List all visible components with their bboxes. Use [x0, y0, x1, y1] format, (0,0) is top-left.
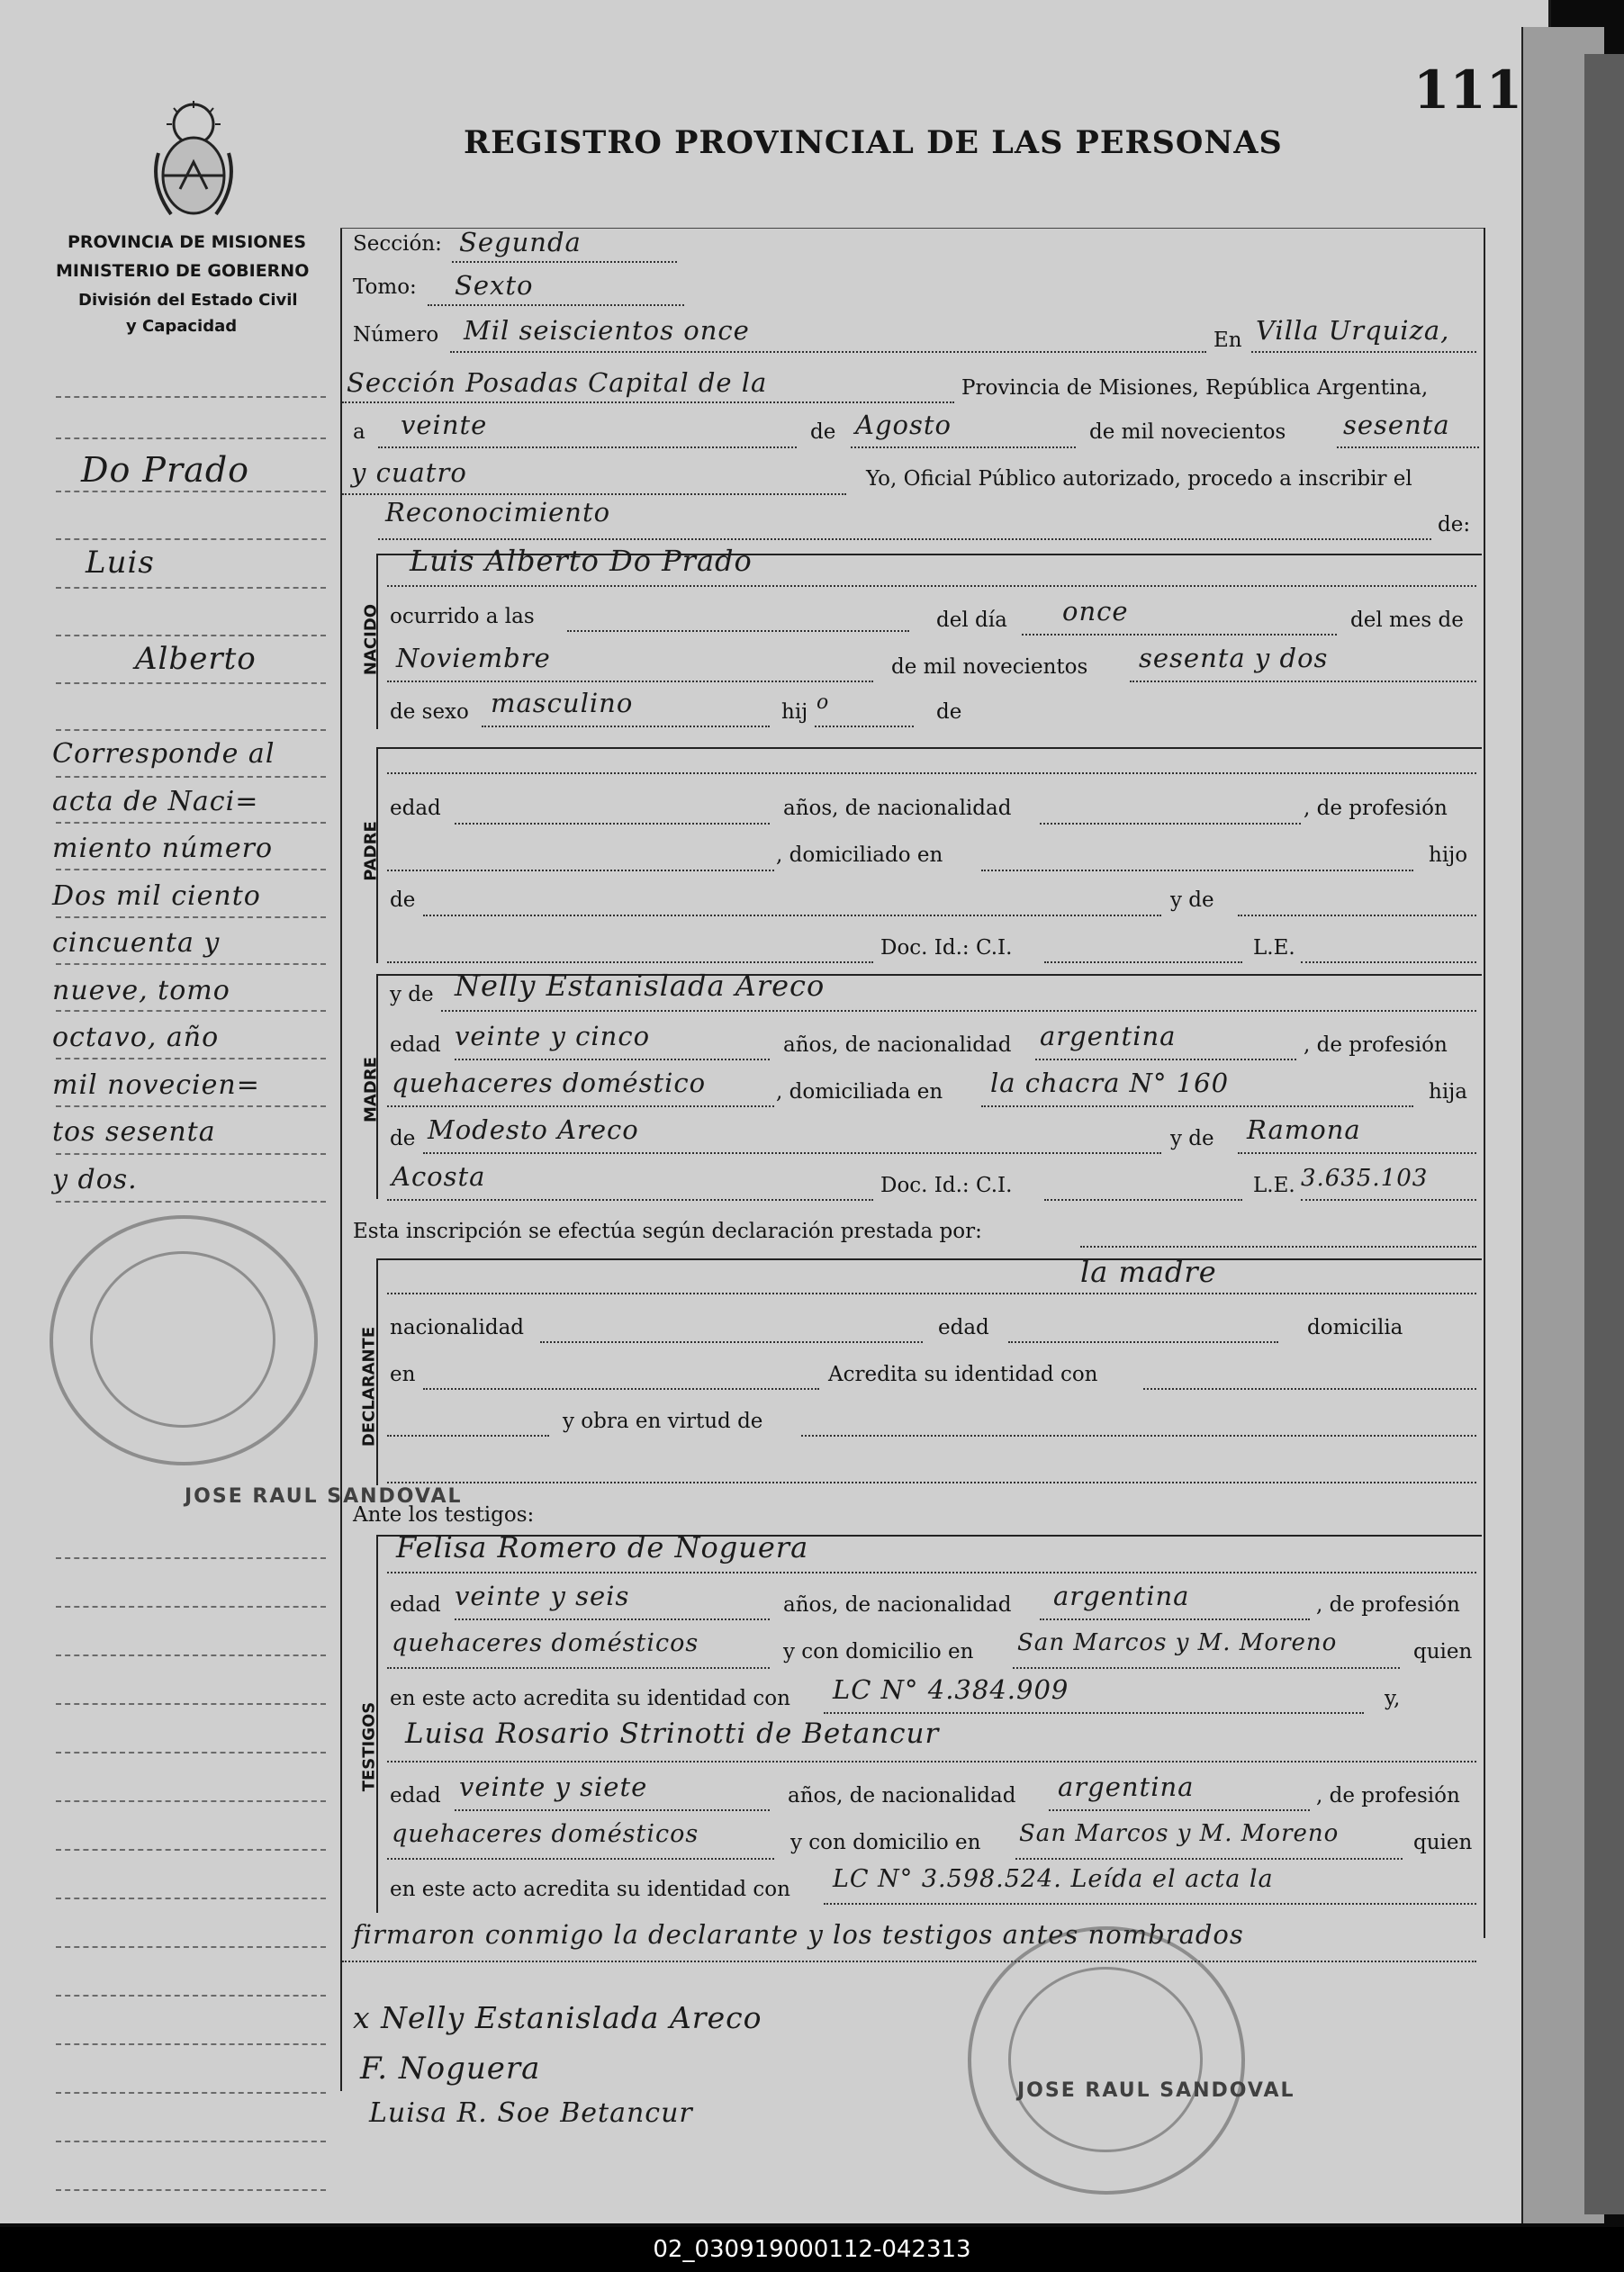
abuela-m-line [1238, 1152, 1476, 1154]
t1-doc-value: LC N° 4.384.909 [833, 1674, 1069, 1705]
margin-line [56, 1995, 326, 1997]
margin-line [56, 1800, 326, 1802]
madre-prof-value: quehaceres doméstico [392, 1068, 707, 1098]
de2-label: de [936, 700, 962, 724]
dia-value: veinte [401, 410, 488, 440]
numero-line [450, 351, 1206, 353]
t2-dom-line [1015, 1858, 1403, 1860]
t1-edad-label: edad [390, 1593, 441, 1617]
header-province: PROVINCIA DE MISIONES [68, 232, 307, 252]
testigos-label: TESTIGOS [359, 1701, 379, 1792]
margin-note-line: Corresponde al [52, 738, 275, 770]
madre-y-de2-label: y de [1170, 1127, 1214, 1150]
madre-le-label: L.E. [1253, 1174, 1295, 1197]
t2-quien-label: quien [1413, 1831, 1473, 1854]
padre-edad-label: edad [390, 797, 441, 820]
t2-edad-label: edad [390, 1784, 441, 1808]
anio2-line [342, 493, 846, 495]
margin-line [56, 538, 326, 540]
margin-line [56, 1752, 326, 1754]
t2-nac-label: años, de nacionalidad [788, 1784, 1016, 1808]
t2-prof-line [387, 1858, 774, 1860]
madre-de-label: de [390, 1127, 416, 1150]
abuela2-line [387, 1199, 873, 1201]
margin-line [56, 396, 326, 398]
t2-doc-value: LC N° 3.598.524. Leída el acta la [833, 1865, 1274, 1893]
decl-extra-line [387, 1435, 549, 1437]
padre-edad-line [455, 823, 770, 825]
padre-dom-line [981, 870, 1413, 871]
hij-line [815, 726, 914, 727]
t2-dom-label: y con domicilio en [790, 1831, 981, 1854]
t1-prof-line [387, 1667, 770, 1669]
official-stamp-right-inner [1008, 1967, 1203, 2152]
margin-line [56, 1898, 326, 1899]
de-mil2-label: de mil novecientos [891, 655, 1088, 679]
page-number: 111 [1413, 59, 1523, 121]
mes-nac-line [387, 681, 873, 682]
margin-note-line: cincuenta y [52, 927, 221, 959]
margin-line [56, 1010, 326, 1012]
margin-line [56, 635, 326, 636]
cierre-value: firmaron conmigo la declarante y los testigos antes nombrados [353, 1919, 1244, 1950]
madre-y-de-label: y de [390, 983, 434, 1006]
lugar2-value: Sección Posadas Capital de la [347, 367, 768, 398]
t1-prof-label: , de profesión [1316, 1593, 1460, 1617]
margin-line [56, 1058, 326, 1059]
t2-dom-value: San Marcos y M. Moreno [1019, 1820, 1340, 1847]
padre-prof-line [387, 870, 774, 871]
padre-nombre-line [387, 772, 1476, 774]
margin-line [56, 587, 326, 589]
numero-label: Número [353, 323, 439, 347]
testigo1-line [387, 1572, 1476, 1573]
acto-value: Reconocimiento [385, 497, 611, 527]
t2-edad-line [455, 1809, 770, 1811]
nombre-line [387, 585, 1476, 587]
lugar1-value: Villa Urquiza, [1256, 315, 1450, 346]
t2-edad-value: veinte y siete [459, 1772, 648, 1802]
decl-edad-label: edad [938, 1316, 989, 1339]
t1-doc-line [824, 1712, 1364, 1714]
tomo-value: Sexto [455, 270, 534, 301]
margin-note-line: Dos mil ciento [52, 879, 261, 912]
t1-edad-line [455, 1618, 770, 1620]
margin-line [56, 916, 326, 918]
margin-line [56, 682, 326, 684]
t1-acto-label: en este acto acredita su identidad con [390, 1687, 790, 1710]
madre-edad-value: veinte y cinco [455, 1021, 651, 1051]
dia-line [378, 446, 797, 448]
margin-line [56, 2141, 326, 2142]
t2-prof-label: , de profesión [1316, 1784, 1460, 1808]
madre-hija-label: hija [1429, 1080, 1468, 1104]
official-stamp-left-inner [90, 1251, 275, 1428]
margin-line [56, 1654, 326, 1656]
margin-line [56, 1849, 326, 1851]
de-colon-label: de: [1438, 513, 1471, 536]
abuela2-value: Acosta [392, 1161, 486, 1192]
margin-line [56, 776, 326, 778]
anio1-value: sesenta [1343, 410, 1450, 440]
margin-note-line: nueve, tomo [52, 974, 230, 1006]
oficial-label: Yo, Oficial Público autorizado, procedo a inscribir el [866, 467, 1412, 491]
anio-nac-value: sesenta y dos [1139, 643, 1329, 673]
acto-line [378, 538, 1431, 540]
decl-obra-line [801, 1435, 1476, 1437]
declarante-bracket [376, 1258, 1482, 1260]
padre-label: PADRE [361, 821, 381, 881]
decl-nac-label: nacionalidad [390, 1316, 525, 1339]
nacido-label: NACIDO [361, 603, 381, 676]
padre-le-line [1301, 961, 1476, 963]
padre-hijo-label: hijo [1429, 843, 1468, 867]
scan-footer: 02_030919000112-042313 [0, 2227, 1624, 2272]
margin-line [56, 1153, 326, 1155]
margin-note-line: tos sesenta [52, 1116, 216, 1148]
padre-prof-label: , de profesión [1304, 797, 1448, 820]
sexo-line [482, 726, 770, 727]
decl-obra-line2 [387, 1482, 1476, 1483]
madre-prof-label: , de profesión [1304, 1033, 1448, 1057]
en-label: En [1213, 329, 1242, 352]
anio-nac-line [1130, 681, 1476, 682]
t2-prof-value: quehaceres domésticos [392, 1820, 699, 1848]
seccion-value: Segunda [459, 227, 582, 257]
tomo-label: Tomo: [353, 275, 417, 299]
abuela1-value: Ramona [1247, 1114, 1361, 1145]
decl-acredita-label: Acredita su identidad con [828, 1363, 1098, 1386]
a-label: a [353, 420, 365, 444]
declarante-line [387, 1293, 1476, 1294]
de-mil-label: de mil novecientos [1089, 420, 1286, 444]
ante-label: Ante los testigos: [353, 1503, 535, 1527]
declarante-value: la madre [1080, 1255, 1217, 1289]
margin-line [56, 1201, 326, 1203]
padre-nac-line [1040, 823, 1301, 825]
del-dia-label: del día [936, 609, 1007, 632]
numero-value: Mil seiscientos once [464, 315, 750, 346]
margin-line [56, 1557, 326, 1559]
declarante-label: DECLARANTE [359, 1326, 379, 1447]
t1-prof-value: quehaceres domésticos [392, 1629, 699, 1657]
stamp-name-left: JOSE RAUL SANDOVAL [185, 1485, 463, 1508]
margin-note-line: acta de Naci= [52, 785, 259, 817]
seccion-line [452, 261, 677, 263]
underlying-page-edge [1584, 54, 1624, 2214]
t1-nac-line [1040, 1618, 1310, 1620]
decl-obra-label: y obra en virtud de [563, 1410, 763, 1433]
padre-dom-label: , domiciliado en [776, 843, 943, 867]
hora-line [567, 630, 909, 632]
main-frame-right [1484, 228, 1485, 1938]
margin-line [56, 1946, 326, 1948]
t1-y-label: y, [1385, 1687, 1401, 1710]
abuelo-m-line [423, 1152, 1161, 1154]
margin-note-line: y dos. [52, 1163, 138, 1195]
stamp-name-right: JOSE RAUL SANDOVAL [1017, 2079, 1295, 2102]
tomo-line [428, 304, 684, 306]
t1-dom-line [1013, 1667, 1400, 1669]
margin-name2: Alberto [135, 641, 257, 677]
dia-nac-value: once [1062, 596, 1129, 627]
t1-quien-label: quien [1413, 1640, 1473, 1663]
madre-edad-label: edad [390, 1033, 441, 1057]
t1-nac-value: argentina [1053, 1581, 1190, 1611]
decl-acredita-line [1143, 1388, 1476, 1390]
main-frame-left [340, 228, 342, 2091]
madre-dom-line [981, 1105, 1413, 1107]
hij-label: hij [781, 700, 808, 724]
madre-nac-label: años, de nacionalidad [783, 1033, 1012, 1057]
padre-extra-line [387, 961, 873, 963]
margin-line [56, 1606, 326, 1608]
abuelo-line [423, 915, 1161, 916]
padre-nac-label: años, de nacionalidad [783, 797, 1012, 820]
mes-nac-value: Noviembre [396, 643, 551, 673]
padre-bracket [376, 747, 1482, 749]
madre-ci-line [1044, 1199, 1242, 1201]
madre-nombre-value: Nelly Estanislada Areco [455, 969, 826, 1003]
madre-nac-value: argentina [1040, 1021, 1177, 1051]
madre-label: MADRE [361, 1057, 381, 1122]
sexo-value: masculino [491, 688, 634, 718]
margin-name1: Luis [86, 545, 155, 581]
header-ministry: MINISTERIO DE GOBIERNO [56, 261, 310, 281]
anio2-value: y cuatro [351, 457, 467, 488]
margin-line [56, 437, 326, 439]
padre-ci-line [1044, 961, 1242, 963]
anio-line [1337, 446, 1479, 448]
padre-le-label: L.E. [1253, 936, 1295, 960]
decl-edad-line [1008, 1341, 1278, 1343]
del-mes-label: del mes de [1350, 609, 1464, 632]
header-capacidad: y Capacidad [126, 317, 238, 336]
t2-nac-line [1049, 1809, 1310, 1811]
lugar2-line [342, 401, 954, 403]
padre-doc-label: Doc. Id.: C.I. [880, 936, 1013, 960]
t1-nac-label: años, de nacionalidad [783, 1593, 1012, 1617]
mes-value: Agosto [855, 410, 952, 440]
coat-of-arms-icon [144, 99, 243, 225]
t2-doc-line [824, 1903, 1476, 1905]
padre-y-de-label: y de [1170, 888, 1214, 912]
madre-dom-label: , domiciliada en [776, 1080, 943, 1104]
nombre-value: Luis Alberto Do Prado [410, 544, 753, 578]
sexo-label: de sexo [390, 700, 469, 724]
margin-note-line: miento número [52, 833, 274, 864]
margin-line [56, 2189, 326, 2191]
header-division: División del Estado Civil [78, 291, 298, 310]
margin-line [56, 2092, 326, 2094]
margin-note-line: mil novecien= [52, 1068, 260, 1101]
madre-edad-line [455, 1059, 770, 1060]
testigo2-line [387, 1761, 1476, 1763]
margin-surname: Do Prado [81, 450, 250, 490]
hij-suffix: o [817, 691, 830, 714]
margin-note-line: octavo, año [52, 1022, 220, 1053]
provincia-label: Provincia de Misiones, República Argentina, [961, 376, 1429, 400]
decl-dom-label: domicilia [1307, 1316, 1403, 1339]
signature-testigo1: F. Noguera [360, 2051, 541, 2087]
ocurrido-label: ocurrido a las [390, 605, 535, 628]
cierre-line [342, 1961, 1476, 1962]
madre-nac-line [1035, 1059, 1296, 1060]
abuela-line [1238, 915, 1476, 916]
madre-le-value: 3.635.103 [1301, 1165, 1429, 1192]
testigo1-value: Felisa Romero de Noguera [396, 1530, 809, 1564]
margin-line [56, 1703, 326, 1705]
madre-doc-label: Doc. Id.: C.I. [880, 1174, 1013, 1197]
inscripcion-line [1080, 1246, 1476, 1248]
margin-line [56, 822, 326, 824]
madre-le-line [1301, 1199, 1476, 1201]
mes-line [851, 446, 1076, 448]
madre-dom-value: la chacra N° 160 [990, 1068, 1230, 1098]
margin-line [56, 491, 326, 492]
margin-line [56, 963, 326, 965]
t1-dom-label: y con domicilio en [783, 1640, 974, 1663]
de-label: de [810, 420, 836, 444]
decl-nac-line [540, 1341, 923, 1343]
margin-line [56, 729, 326, 731]
signature-testigo2: Luisa R. Soe Betancur [369, 2097, 693, 2129]
signature-madre: x Nelly Estanislada Areco [353, 2000, 762, 2035]
inscripcion-label: Esta inscripción se efectúa según declaración prestada por: [353, 1220, 982, 1243]
t2-acto-label: en este acto acredita su identidad con [390, 1878, 790, 1901]
margin-line [56, 2043, 326, 2045]
t1-edad-value: veinte y seis [455, 1581, 630, 1611]
madre-prof-line [387, 1105, 774, 1107]
lugar-line [1251, 351, 1476, 353]
padre-de-label: de [390, 888, 416, 912]
dia-nac-line [1022, 634, 1337, 636]
t1-dom-value: San Marcos y M. Moreno [1017, 1629, 1338, 1656]
testigo2-value: Luisa Rosario Strinotti de Betancur [405, 1718, 940, 1750]
decl-en-line [423, 1388, 819, 1390]
document-title: REGISTRO PROVINCIAL DE LAS PERSONAS [464, 124, 1283, 161]
decl-en-label: en [390, 1363, 416, 1386]
margin-line [56, 1105, 326, 1107]
t2-nac-value: argentina [1058, 1772, 1195, 1802]
seccion-label: Sección: [353, 232, 442, 256]
abuelo-value: Modesto Areco [428, 1114, 639, 1145]
madre-nombre-line [441, 1010, 1476, 1012]
margin-line [56, 869, 326, 870]
